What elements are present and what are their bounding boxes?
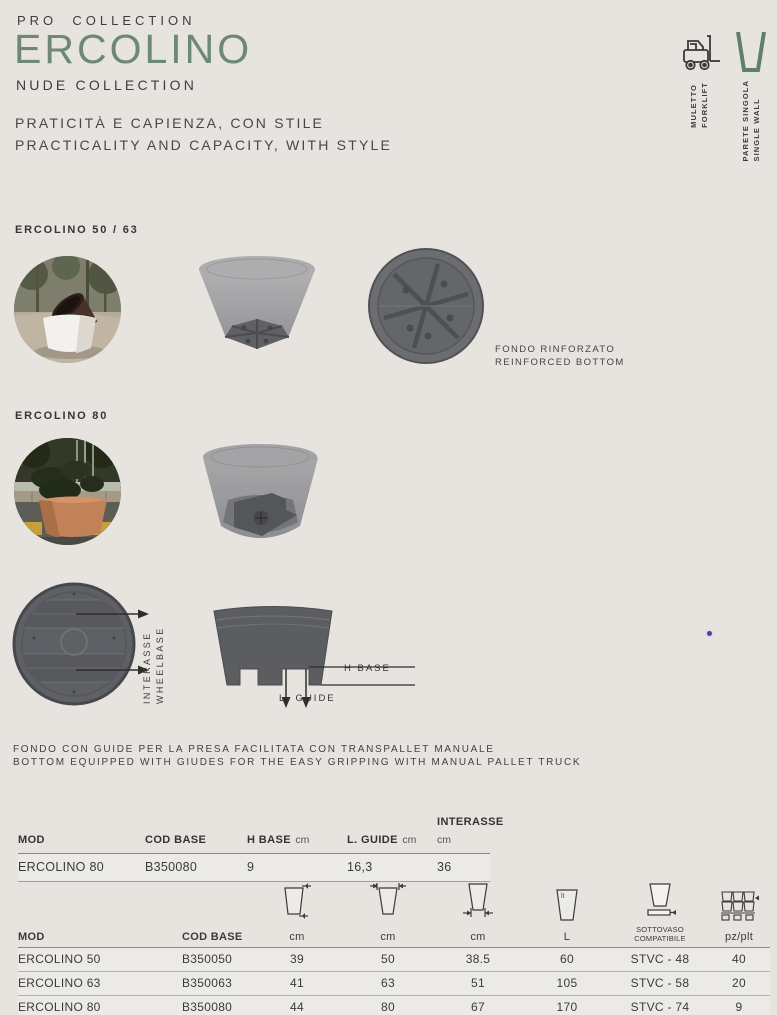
col-mod: MOD	[18, 931, 45, 943]
render-reinforced-bottom	[366, 246, 486, 366]
section-label-ercolino-50-63: ERCOLINO 50 / 63	[15, 224, 139, 236]
diagram-wheelbase-bottom-view	[10, 582, 152, 712]
col-liters: L	[563, 931, 571, 943]
h-base-label: H BASE	[344, 663, 391, 674]
pot-height-icon	[280, 882, 314, 922]
pot-top-diameter-icon	[369, 878, 407, 922]
spec-table-icon-row	[18, 870, 770, 922]
subcollection-label: NUDE COLLECTION	[16, 77, 198, 93]
table-row: ERCOLINO 63 B350063 41 63 51 105 STVC - 58 20	[18, 972, 770, 996]
table-row: ERCOLINO 50 B350050 39 50 38.5 60 STVC - 48 40	[18, 948, 770, 972]
col-interasse: INTERASSE	[437, 816, 504, 828]
forklift-badge	[674, 31, 724, 128]
single-wall-badge-label: PARETE SINGOLA SINGLE WALL	[741, 80, 761, 162]
col-l-guide: L. GUIDE	[347, 834, 398, 846]
saucer-icon	[642, 882, 678, 922]
table-row: ERCOLINO 80 B350080 9 16,3 36	[18, 854, 490, 882]
photo-ercolino-80	[14, 438, 121, 545]
pallet-icon	[719, 890, 759, 922]
col-pieces-per-pallet: pz/plt	[724, 931, 754, 943]
caption-english: BOTTOM EQUIPPED WITH GIUDES FOR THE EASY GRIPPING WITH MANUAL PALLET TRUCK	[13, 757, 582, 768]
render-bottom-80	[198, 430, 323, 552]
pot-base-diameter-icon	[460, 880, 496, 922]
reinforced-bottom-note: FONDO RINFORZATO REINFORCED BOTTOM	[495, 344, 625, 368]
col-height-cm: cm	[289, 931, 305, 943]
single-wall-badge	[731, 30, 771, 162]
collection-label: PRO COLLECTION	[17, 13, 196, 28]
col-saucer: SOTTOVASO COMPATIBILE	[634, 925, 686, 943]
wheelbase-label: INTERASSE WHEELBASE	[142, 626, 165, 704]
col-top-diameter-cm: cm	[380, 931, 396, 943]
render-bottom-50-63	[192, 248, 322, 366]
section-label-ercolino-80: ERCOLINO 80	[15, 410, 109, 422]
l-guide-label: L. GUIDE	[279, 693, 336, 704]
tagline-english: PRACTICALITY AND CAPACITY, WITH STYLE	[15, 137, 393, 153]
page-title: ERCOLINO	[14, 26, 253, 72]
col-mod: MOD	[18, 834, 45, 846]
photo-ercolino-50-63	[14, 256, 121, 363]
base-table-header: MOD COD BASE H BASE cm L. GUIDE cm INTERASSE cm	[18, 812, 490, 854]
forklift-icon	[677, 31, 721, 75]
forklift-badge-label: MULETTO FORKLIFT	[689, 82, 709, 128]
col-cod-base: COD BASE	[145, 834, 207, 846]
pot-volume-icon	[554, 888, 580, 922]
col-base-diameter-cm: cm	[470, 931, 486, 943]
single-wall-icon	[735, 30, 767, 73]
spec-table-header	[18, 922, 770, 948]
product-spec-table	[18, 870, 770, 1015]
print-artifact-dot	[707, 631, 712, 636]
table-row: ERCOLINO 80 B350080 44 80 67 170 STVC - 74 9	[18, 996, 770, 1015]
col-h-base: H BASE	[247, 834, 291, 846]
tagline-italian: PRATICITÀ E CAPIENZA, CON STILE	[15, 115, 325, 131]
col-cod-base: COD BASE	[182, 931, 243, 943]
liters-icon-text: lt	[561, 893, 565, 900]
caption-italian: FONDO CON GUIDE PER LA PRESA FACILITATA CON TRANSPALLET MANUALE	[13, 744, 495, 755]
